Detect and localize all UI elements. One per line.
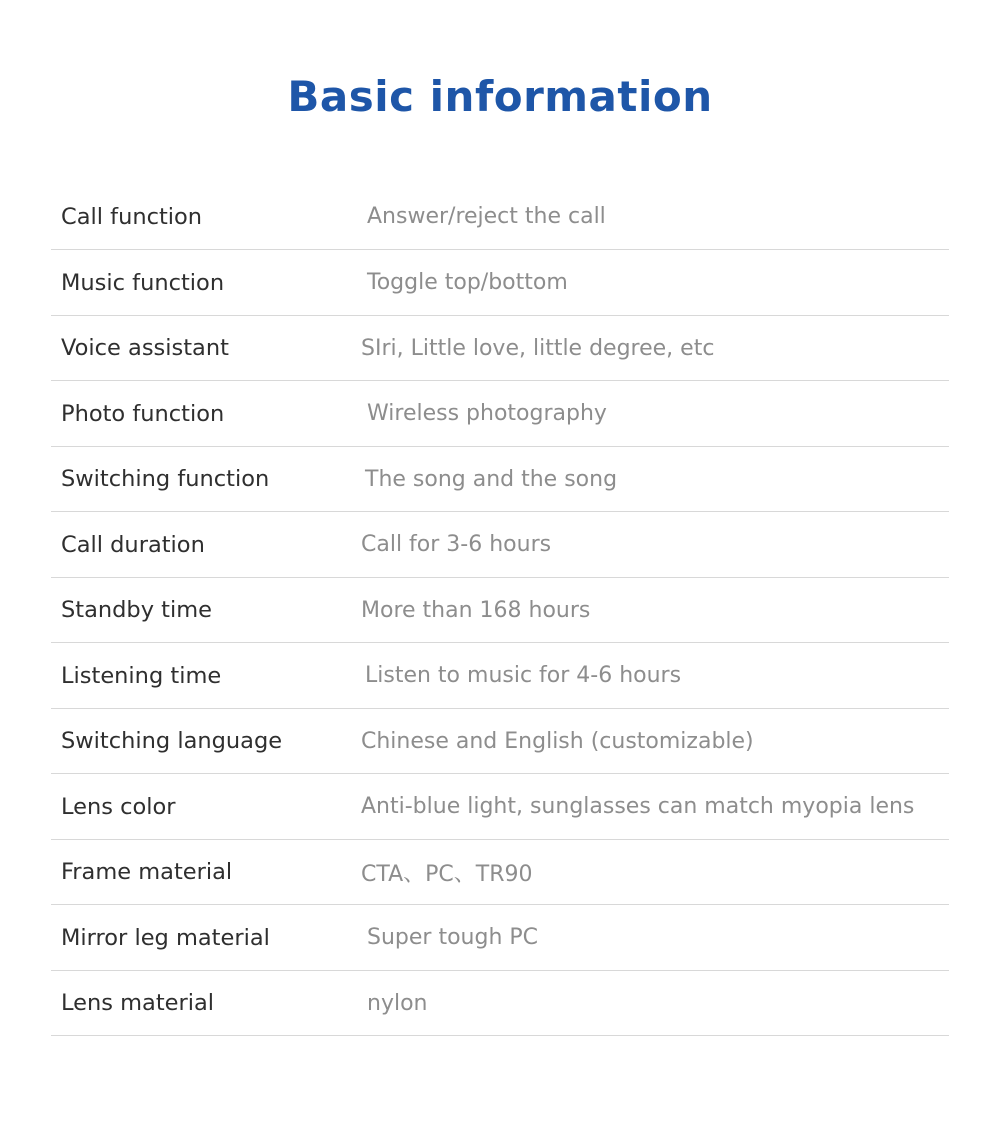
- spec-value: Anti-blue light, sunglasses can match myopia lens: [361, 774, 949, 840]
- table-row: [51, 315, 949, 381]
- specification-table-body: [51, 184, 949, 1036]
- table-row: [51, 184, 949, 250]
- table-row: [51, 643, 949, 709]
- spec-label: Frame material: [51, 839, 361, 905]
- table-row: [51, 708, 949, 774]
- table-row: [51, 577, 949, 643]
- spec-value: More than 168 hours: [361, 577, 949, 643]
- spec-value: Listen to music for 4-6 hours: [361, 643, 949, 709]
- spec-label: Switching language: [51, 708, 361, 774]
- spec-value: The song and the song: [361, 446, 949, 512]
- spec-label: Photo function: [51, 381, 361, 447]
- specification-table: [51, 184, 949, 1036]
- spec-value: SIri, Little love, little degree, etc: [361, 315, 949, 381]
- spec-value: CTA、PC、TR90: [361, 839, 949, 905]
- table-row: [51, 446, 949, 512]
- spec-label: Call duration: [51, 512, 361, 578]
- spec-value: Toggle top/bottom: [361, 250, 949, 316]
- table-row: [51, 905, 949, 971]
- spec-label: Lens material: [51, 970, 361, 1036]
- spec-value: Chinese and English (customizable): [361, 708, 949, 774]
- table-row: [51, 250, 949, 316]
- spec-value: Call for 3-6 hours: [361, 512, 949, 578]
- spec-label: Switching function: [51, 446, 361, 512]
- spec-label: Listening time: [51, 643, 361, 709]
- table-row: [51, 512, 949, 578]
- table-row: [51, 970, 949, 1036]
- spec-label: Standby time: [51, 577, 361, 643]
- table-row: [51, 381, 949, 447]
- spec-value: Answer/reject the call: [361, 184, 949, 250]
- table-row: [51, 774, 949, 840]
- spec-value: nylon: [361, 970, 949, 1036]
- spec-value: Wireless photography: [361, 381, 949, 447]
- spec-label: Mirror leg material: [51, 905, 361, 971]
- spec-label: Call function: [51, 184, 361, 250]
- table-row: [51, 839, 949, 905]
- spec-value: Super tough PC: [361, 905, 949, 971]
- spec-label: Lens color: [51, 774, 361, 840]
- page-title: Basic information: [287, 72, 713, 121]
- spec-label: Music function: [51, 250, 361, 316]
- spec-label: Voice assistant: [51, 315, 361, 381]
